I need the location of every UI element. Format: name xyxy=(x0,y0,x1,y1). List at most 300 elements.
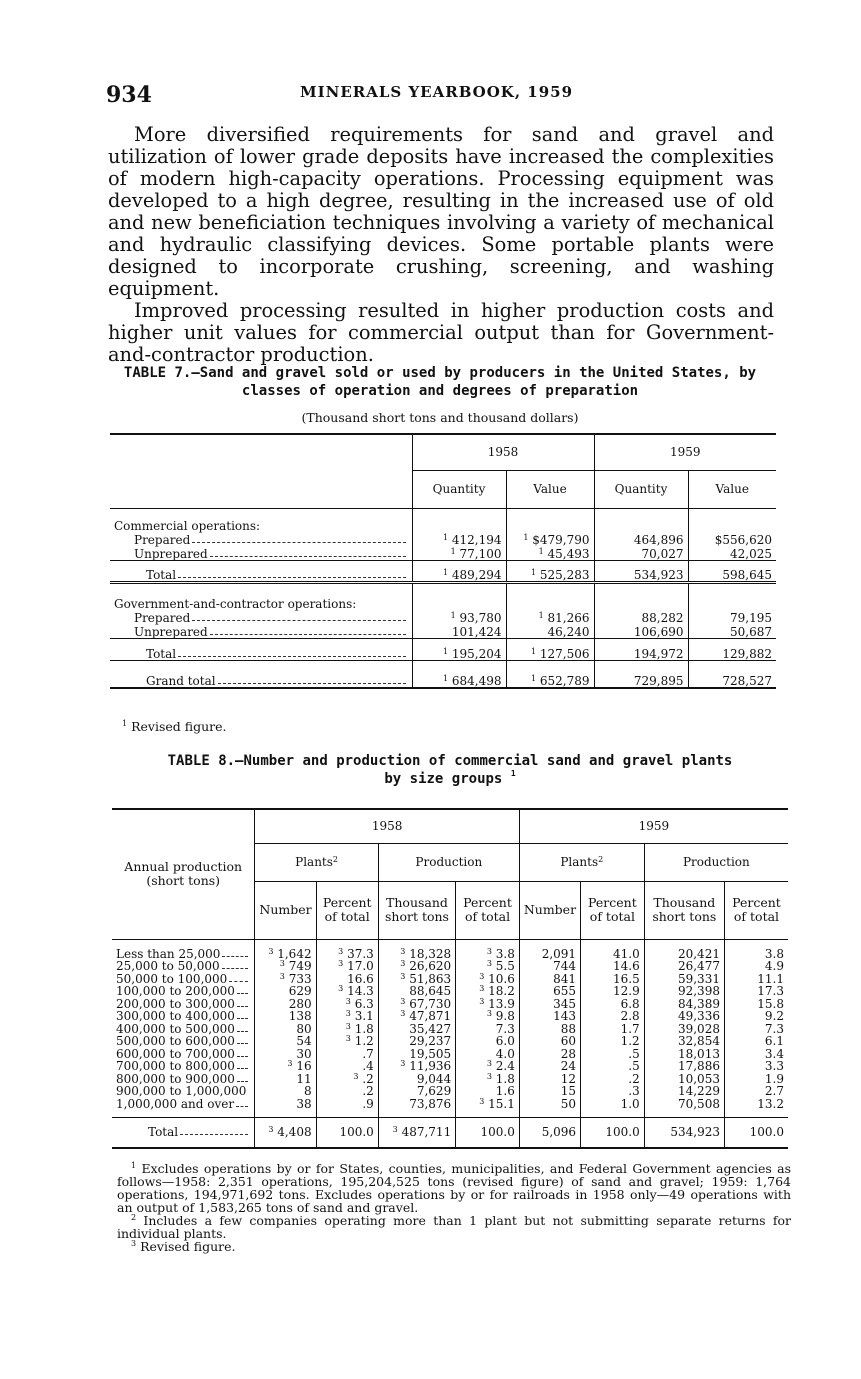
table-cell xyxy=(378,1118,455,1148)
label-with-leader xyxy=(116,948,250,960)
table8-title-line2 xyxy=(100,770,800,788)
table-cell xyxy=(581,1072,645,1085)
cell-value: 728,527 xyxy=(722,674,772,688)
t8-stub-head: Annual production (short tons) xyxy=(112,809,255,939)
row-label xyxy=(112,997,255,1010)
table-cell xyxy=(688,610,776,624)
cell-value: 26,477 xyxy=(677,959,720,973)
footnote-mark: 3 xyxy=(338,946,344,956)
column-head: Thousand short tons xyxy=(378,881,455,939)
cell-value: 127,506 xyxy=(539,646,590,661)
table-cell xyxy=(724,972,788,985)
table-cell xyxy=(644,1035,724,1048)
footnote xyxy=(117,1214,791,1240)
cell-value: 101,424 xyxy=(451,624,502,639)
footnote-mark: 3 xyxy=(479,996,485,1006)
cell-value: 18.2 xyxy=(488,984,515,998)
label-text: Total xyxy=(146,646,177,661)
table-cell xyxy=(519,1085,580,1098)
table-cell xyxy=(255,997,316,1010)
column-head: Percent of total xyxy=(456,881,520,939)
cell-value: 3.1 xyxy=(354,1009,374,1023)
table-cell xyxy=(456,1097,520,1110)
table-cell xyxy=(519,1047,580,1060)
table8-title-text: by size groups xyxy=(384,771,503,787)
footnote-mark: 1 xyxy=(450,611,456,620)
cell-value: 6.8 xyxy=(620,996,640,1011)
table-cell xyxy=(255,1010,316,1023)
cell-value: 1,642 xyxy=(277,946,312,961)
column-head: Number xyxy=(255,881,316,939)
label-text: 50,000 to 100,000 xyxy=(116,971,228,986)
cell-value: .2 xyxy=(362,1084,374,1098)
cell-value: 10,053 xyxy=(677,1071,720,1086)
cell-value: 88,282 xyxy=(641,611,684,625)
cell-value: 88,645 xyxy=(409,984,452,998)
cell-value: 525,283 xyxy=(539,567,590,582)
table7-subtitle: (Thousand short tons and thousand dollars) xyxy=(301,410,579,425)
cell-value: 2.4 xyxy=(495,1059,515,1073)
table-cell xyxy=(581,985,645,998)
row-label xyxy=(112,947,255,960)
leader-dots xyxy=(237,1081,248,1082)
table-cell xyxy=(316,1022,378,1035)
label-with-leader xyxy=(146,569,408,581)
footnote-mark: 1 xyxy=(442,533,449,542)
cell-value: 100.0 xyxy=(749,1125,784,1140)
table-row xyxy=(110,638,776,660)
label-with-leader xyxy=(116,1060,250,1072)
label-text: 900,000 to 1,000,000 xyxy=(116,1084,247,1098)
t8-plants-head xyxy=(519,843,644,881)
table-cell xyxy=(644,985,724,998)
table-cell xyxy=(724,1060,788,1073)
table-cell xyxy=(456,1060,520,1073)
table-cell xyxy=(506,546,594,560)
cell-value: 39,028 xyxy=(677,1021,720,1036)
label-with-leader xyxy=(146,648,408,660)
cell-value: 3.4 xyxy=(764,1046,784,1061)
footnote-mark: 3 xyxy=(345,1009,351,1018)
cell-value: 106,690 xyxy=(633,624,684,639)
cell-value: 84,389 xyxy=(677,996,720,1011)
table-cell xyxy=(456,972,520,985)
table-cell xyxy=(594,638,688,660)
column-head: Number xyxy=(519,881,580,939)
table-cell xyxy=(688,638,776,660)
footnote xyxy=(117,1162,791,1214)
label-text: Total xyxy=(148,1125,179,1140)
label-with-leader xyxy=(134,612,408,624)
spacer-cell xyxy=(456,1110,520,1118)
t7-col-value: Value xyxy=(506,470,594,508)
cell-value: $556,620 xyxy=(714,533,772,547)
cell-value: 11,936 xyxy=(409,1059,452,1073)
table-cell xyxy=(316,1085,378,1098)
label-text: 1,000,000 and over xyxy=(116,1096,235,1111)
table7-footnote xyxy=(122,720,226,733)
table-cell xyxy=(519,1035,580,1048)
cell-value: 18,328 xyxy=(409,946,452,961)
label-with-leader xyxy=(134,548,408,560)
table-row xyxy=(110,610,776,624)
table-cell xyxy=(581,1010,645,1023)
cell-value: 4.0 xyxy=(495,1046,515,1061)
table-cell xyxy=(378,960,455,973)
table-cell xyxy=(519,960,580,973)
label-with-leader xyxy=(116,985,250,997)
footnote-mark: 3 xyxy=(486,946,492,956)
table-cell xyxy=(316,1010,378,1023)
cell-value: .2 xyxy=(628,1071,640,1086)
leader-dots xyxy=(237,993,248,994)
cell-value: 684,498 xyxy=(451,674,502,688)
cell-value: .2 xyxy=(362,1071,374,1086)
cell-value: 60 xyxy=(560,1034,577,1048)
footnote-mark: 2 xyxy=(332,855,339,864)
spacer-cell xyxy=(644,1110,724,1118)
label-text: 100,000 to 200,000 xyxy=(116,984,235,998)
label-with-leader xyxy=(116,1098,250,1110)
footnote-mark: 3 xyxy=(400,1059,406,1068)
label-text: 700,000 to 800,000 xyxy=(116,1059,235,1073)
t8-year-1958: 1958 xyxy=(255,809,519,843)
body-text xyxy=(108,124,774,366)
table-cell xyxy=(456,1022,520,1035)
table-cell xyxy=(412,532,506,546)
footnote-mark: 3 xyxy=(400,1009,406,1018)
table-row xyxy=(112,1085,788,1098)
footnote-mark: 3 xyxy=(479,1096,485,1106)
leader-dots xyxy=(237,1031,248,1032)
spacer-cell xyxy=(519,1110,580,1118)
footnote-mark: 3 xyxy=(131,1239,137,1248)
table-cell xyxy=(456,947,520,960)
table-cell xyxy=(519,947,580,960)
t8-production-head: Production xyxy=(378,843,519,881)
cell-value: 2,091 xyxy=(541,946,577,961)
label-text: Total xyxy=(146,567,177,582)
table-cell xyxy=(378,1072,455,1085)
cell-value: 13.9 xyxy=(488,996,515,1011)
cell-value: 8 xyxy=(303,1084,312,1098)
label-text: Prepared xyxy=(134,611,191,625)
table-row xyxy=(112,1060,788,1073)
cell-value: 6.1 xyxy=(764,1034,784,1048)
row-label xyxy=(112,1097,255,1110)
table-cell xyxy=(581,1118,645,1148)
cell-value: 487,711 xyxy=(401,1125,452,1140)
table-cell xyxy=(688,560,776,582)
table-cell xyxy=(644,997,724,1010)
label-text: Unprepared xyxy=(134,546,208,561)
t8-plants-label: Plants xyxy=(295,855,333,869)
table-cell xyxy=(724,960,788,973)
footnote-mark: 3 xyxy=(279,971,285,981)
column-head: Percent of total xyxy=(732,895,781,924)
cell-value: 1.8 xyxy=(354,1021,374,1036)
footnote-text: Includes a few companies operating more than 1 plant but not submitting separate returns for individual plants. xyxy=(117,1213,791,1241)
cell-value: 38 xyxy=(296,1096,312,1111)
table-cell xyxy=(644,1060,724,1073)
t7-group-government: Government-and-contractor operations: xyxy=(110,582,412,610)
footnote-mark: 3 xyxy=(345,1021,351,1031)
cell-value: 16.6 xyxy=(347,971,374,986)
table-cell xyxy=(724,1072,788,1085)
cell-value: .7 xyxy=(362,1046,374,1061)
t8-year-1959: 1959 xyxy=(519,809,788,843)
cell-value: 17,886 xyxy=(677,1059,720,1073)
table-cell xyxy=(456,985,520,998)
table7-title-line2: classes of operation and degrees of preparation xyxy=(241,383,639,399)
cell-value: 4,408 xyxy=(277,1125,312,1140)
table-cell xyxy=(316,947,378,960)
table-cell xyxy=(644,1047,724,1060)
table8-footnotes xyxy=(117,1162,791,1253)
table-cell xyxy=(644,1118,724,1148)
cell-value: 489,294 xyxy=(451,567,502,582)
table-cell xyxy=(378,1047,455,1060)
leader-dots xyxy=(180,1134,248,1135)
cell-value: 49,336 xyxy=(677,1009,720,1023)
table-cell xyxy=(594,660,688,688)
cell-value: .3 xyxy=(628,1084,640,1098)
footnote-mark: 1 xyxy=(530,646,537,656)
table-cell xyxy=(456,1035,520,1048)
cell-value: 3.3 xyxy=(764,1059,784,1073)
table-cell xyxy=(519,1010,580,1023)
cell-value: 534,923 xyxy=(633,567,684,582)
table8-title xyxy=(100,752,800,788)
table-cell xyxy=(594,546,688,560)
table-cell xyxy=(724,997,788,1010)
label-text: 500,000 to 600,000 xyxy=(116,1034,235,1048)
cell-value: 77,100 xyxy=(459,546,502,561)
cell-value: 54 xyxy=(296,1034,312,1048)
cell-value: 59,331 xyxy=(677,971,720,986)
table-cell xyxy=(456,960,520,973)
t7-col-value: Value xyxy=(715,482,749,496)
cell-value: 3.8 xyxy=(764,946,784,961)
table-row xyxy=(110,560,776,582)
table-cell xyxy=(456,1085,520,1098)
table7 xyxy=(110,433,776,689)
cell-value: 11.1 xyxy=(757,971,784,986)
cell-value: 195,204 xyxy=(451,646,502,661)
table-cell xyxy=(724,947,788,960)
cell-value: 598,645 xyxy=(722,567,772,582)
table-cell xyxy=(688,532,776,546)
footnote-mark: 2 xyxy=(598,855,604,864)
label-text: Prepared xyxy=(134,533,191,547)
page-number: 934 xyxy=(106,82,152,108)
footnote-mark: 3 xyxy=(479,984,485,993)
table-cell xyxy=(316,1060,378,1073)
cell-value: 42,025 xyxy=(730,546,772,561)
spacer-cell xyxy=(255,1110,316,1118)
label-with-leader xyxy=(134,534,408,546)
total-row xyxy=(112,1118,788,1148)
cell-value: 3.8 xyxy=(495,946,515,961)
cell-value: 51,863 xyxy=(409,971,452,986)
table-cell xyxy=(594,610,688,624)
leader-dots xyxy=(229,981,248,982)
row-label xyxy=(110,532,412,546)
table-cell xyxy=(594,560,688,582)
table-cell xyxy=(412,546,506,560)
table-cell xyxy=(519,972,580,985)
table-cell xyxy=(519,985,580,998)
cell-value: 15.1 xyxy=(488,1096,515,1111)
table-cell xyxy=(255,1085,316,1098)
footnote-mark: 3 xyxy=(279,959,285,968)
table-cell xyxy=(644,1010,724,1023)
table-cell xyxy=(378,1097,455,1110)
cell-value: 100.0 xyxy=(605,1125,640,1140)
table-cell xyxy=(456,1072,520,1085)
label-with-leader xyxy=(116,1048,250,1060)
table7-title-line1: TABLE 7.—Sand and gravel sold or used by producers in the United States, by xyxy=(123,365,757,381)
cell-value: 129,882 xyxy=(722,646,772,661)
cell-value: 50,687 xyxy=(730,624,772,639)
cell-value: 28 xyxy=(560,1046,577,1061)
table-cell xyxy=(724,1118,788,1148)
cell-value: 733 xyxy=(288,971,312,986)
cell-value: 6.3 xyxy=(354,996,374,1011)
cell-value: 9,044 xyxy=(416,1071,452,1086)
table-row xyxy=(112,1097,788,1110)
leader-dots xyxy=(222,956,248,957)
cell-value: 15 xyxy=(560,1084,577,1098)
row-label xyxy=(112,960,255,973)
footnote-mark: 3 xyxy=(486,1059,492,1068)
cell-value: 14.6 xyxy=(612,959,640,973)
cell-value: 29,237 xyxy=(409,1034,452,1048)
table-cell xyxy=(316,1118,378,1148)
label-with-leader xyxy=(146,675,408,687)
table-cell xyxy=(644,1085,724,1098)
cell-value: $479,790 xyxy=(532,533,590,547)
table-cell xyxy=(688,624,776,638)
cell-value: 41.0 xyxy=(612,946,640,961)
row-label xyxy=(112,972,255,985)
table-cell xyxy=(688,546,776,560)
cell-value: .5 xyxy=(628,1046,640,1061)
footnote-mark: 1 xyxy=(530,674,537,683)
footnote-mark: 1 xyxy=(523,533,529,542)
leader-dots xyxy=(192,542,405,543)
table-cell xyxy=(255,985,316,998)
row-label xyxy=(112,1010,255,1023)
footnote-mark: 3 xyxy=(400,959,406,968)
cell-value: 14,229 xyxy=(677,1084,720,1098)
cell-value: 16 xyxy=(296,1059,312,1073)
column-head: Thousand short tons xyxy=(644,881,724,939)
cell-value: 1.2 xyxy=(620,1034,640,1048)
table-row xyxy=(112,985,788,998)
footnote-mark: 1 xyxy=(538,546,544,556)
cell-value: 7.3 xyxy=(495,1021,515,1036)
cell-value: 17.3 xyxy=(757,984,784,998)
footnote-mark: 3 xyxy=(486,959,492,968)
table-cell xyxy=(519,1097,580,1110)
cell-value: 67,730 xyxy=(409,996,452,1011)
table-cell xyxy=(519,1072,580,1085)
cell-value: 143 xyxy=(553,1009,577,1023)
table-cell xyxy=(378,1022,455,1035)
t7-group-commercial: Commercial operations: xyxy=(110,508,412,532)
cell-value: 11 xyxy=(296,1071,312,1086)
cell-value: 629 xyxy=(288,984,312,998)
table-cell xyxy=(724,985,788,998)
cell-value: 841 xyxy=(553,971,577,986)
footnote-mark: 3 xyxy=(345,996,351,1006)
cell-value: 16.5 xyxy=(612,971,640,986)
footnote-mark: 2 xyxy=(131,1213,137,1222)
cell-value: 14.3 xyxy=(347,984,374,998)
table-cell xyxy=(378,947,455,960)
row-label xyxy=(112,1072,255,1085)
label-with-leader xyxy=(116,960,250,972)
row-label xyxy=(112,1118,255,1148)
cell-value: 18,013 xyxy=(677,1046,720,1061)
leader-dots xyxy=(178,656,405,657)
table-cell xyxy=(412,638,506,660)
row-label xyxy=(110,560,412,582)
leader-dots xyxy=(192,620,405,621)
table-cell xyxy=(581,1085,645,1098)
table-cell xyxy=(378,997,455,1010)
table-cell xyxy=(724,1097,788,1110)
table-cell xyxy=(316,972,378,985)
table-cell xyxy=(255,1035,316,1048)
table-cell xyxy=(519,997,580,1010)
cell-value: 412,194 xyxy=(451,533,502,547)
footnote-mark: 3 xyxy=(268,946,274,956)
label-text: Unprepared xyxy=(134,624,208,639)
table-cell xyxy=(724,1010,788,1023)
cell-value: 194,972 xyxy=(633,646,684,661)
table-cell xyxy=(581,1022,645,1035)
row-label xyxy=(112,1085,255,1098)
table-cell xyxy=(378,1085,455,1098)
spacer-cell xyxy=(316,1110,378,1118)
table-cell xyxy=(316,985,378,998)
table-cell xyxy=(644,960,724,973)
label-text: 600,000 to 700,000 xyxy=(116,1046,235,1061)
leader-dots xyxy=(218,683,406,684)
leader-dots xyxy=(237,1043,248,1044)
table-row xyxy=(112,972,788,985)
table-cell xyxy=(581,972,645,985)
table-cell xyxy=(724,1047,788,1060)
row-label xyxy=(112,1060,255,1073)
table-row xyxy=(110,624,776,638)
leader-dots xyxy=(237,1006,248,1007)
label-text: 400,000 to 500,000 xyxy=(116,1021,235,1036)
cell-value: 7.3 xyxy=(764,1021,784,1036)
cell-value: 24 xyxy=(560,1059,577,1073)
table-cell xyxy=(378,985,455,998)
cell-value: 20,421 xyxy=(677,946,720,961)
cell-value: 19,505 xyxy=(409,1046,452,1061)
footnote-mark: 3 xyxy=(338,984,344,993)
row-label xyxy=(112,1035,255,1048)
table-cell xyxy=(255,1047,316,1060)
table-cell xyxy=(506,660,594,688)
table-cell xyxy=(378,1010,455,1023)
label-with-leader xyxy=(148,1126,250,1138)
